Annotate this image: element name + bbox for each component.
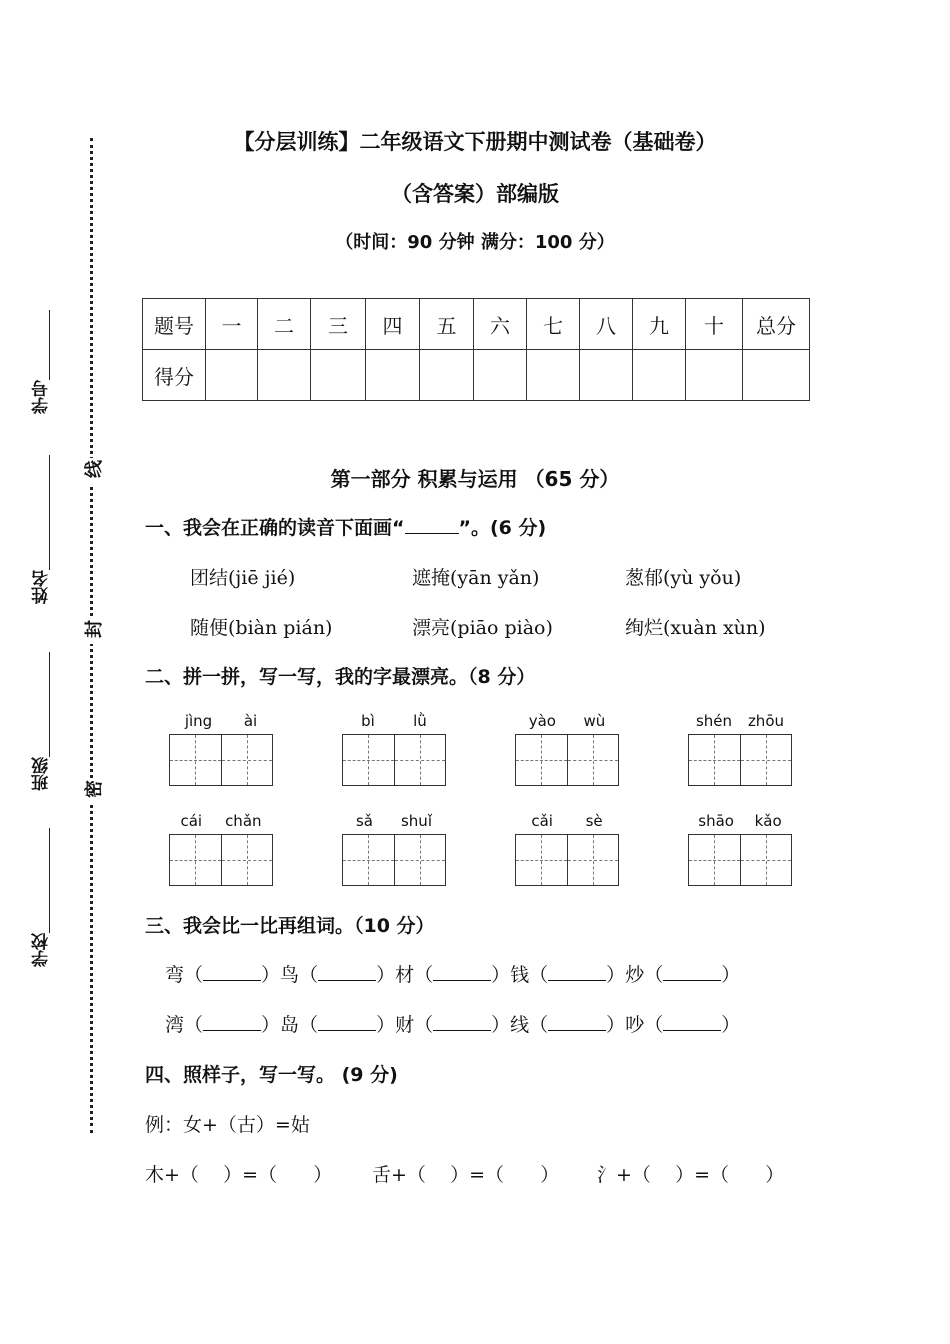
- class-field[interactable]: [29, 652, 54, 791]
- doc-subtitle: （含答案）部编版: [391, 182, 559, 206]
- pinyin-label: cǎi: [531, 812, 553, 830]
- score-header-cell: 三: [311, 299, 366, 350]
- score-input-cell[interactable]: [527, 350, 580, 401]
- pinyin-box-group[interactable]: [688, 812, 792, 886]
- writing-cell[interactable]: [516, 735, 567, 785]
- pinyin-label: bì: [361, 712, 375, 730]
- writing-cell[interactable]: [567, 835, 619, 885]
- pinyin-label: chǎn: [225, 812, 262, 830]
- pinyin-label: cái: [180, 812, 203, 830]
- score-input-cell[interactable]: [420, 350, 474, 401]
- score-input-cell[interactable]: [686, 350, 743, 401]
- writing-cell[interactable]: [567, 735, 619, 785]
- seal-char-xian: 线: [84, 458, 102, 484]
- q1-item[interactable]: 团结(jiē jié): [190, 567, 296, 589]
- q3-answer-blank[interactable]: [318, 1030, 376, 1031]
- score-header-cell: 题号: [143, 299, 206, 350]
- pinyin-label: sǎ: [355, 812, 373, 830]
- score-input-cell[interactable]: [633, 350, 686, 401]
- q3-answer-blank[interactable]: [203, 1030, 261, 1031]
- name-label: 姓名: [32, 570, 52, 604]
- q3-answer-blank[interactable]: [548, 1030, 606, 1031]
- doc-title: 【分层训练】二年级语文下册期中测试卷（基础卷）: [233, 130, 717, 154]
- q3-row-2: 湾（ ）岛（ ）财（ ）线（ ）吵（ ）: [165, 1014, 741, 1036]
- pinyin-label: zhōu: [747, 712, 785, 730]
- q3-char: 湾: [165, 1014, 185, 1036]
- q3-char: 吵: [625, 1014, 645, 1036]
- q3-char: 材: [395, 964, 415, 986]
- pinyin-label: ài: [243, 712, 258, 730]
- q4-title: 四、照样子，写一写。 (9 分): [145, 1064, 398, 1086]
- class-label: 班级: [32, 757, 52, 791]
- writing-cell[interactable]: [689, 835, 740, 885]
- score-input-cell[interactable]: [743, 350, 810, 401]
- q4-example: 例：女+（古）=姑: [145, 1114, 310, 1136]
- score-header-cell: 七: [527, 299, 580, 350]
- pinyin-label: lǜ: [413, 712, 427, 730]
- writing-cell[interactable]: [740, 735, 792, 785]
- doc-meta: （时间：90 分钟 满分：100 分）: [335, 232, 615, 253]
- pinyin-label: jìng: [184, 712, 213, 730]
- q3-answer-blank[interactable]: [663, 980, 721, 981]
- pinyin-box-group[interactable]: [515, 712, 619, 786]
- writing-cell[interactable]: [221, 835, 273, 885]
- q1-item[interactable]: 葱郁(yù yǒu): [625, 567, 742, 589]
- score-header-cell: 总分: [743, 299, 810, 350]
- score-row-label: 得分: [143, 350, 206, 401]
- writing-cell[interactable]: [343, 835, 394, 885]
- seal-char-mi: 密: [84, 778, 102, 804]
- q4-item[interactable]: 木+（ ）=（ ）: [145, 1164, 333, 1186]
- q3-char: 岛: [280, 1014, 300, 1036]
- q3-char: 财: [395, 1014, 415, 1036]
- q4-item[interactable]: 氵+（ ）=（ ）: [597, 1164, 785, 1186]
- pinyin-box-group[interactable]: [169, 712, 273, 786]
- score-table-score-row: [143, 350, 810, 401]
- writing-cell[interactable]: [394, 735, 446, 785]
- student-id-label: 学号: [32, 380, 52, 414]
- pinyin-label: shāo: [698, 812, 734, 830]
- writing-cell[interactable]: [170, 735, 221, 785]
- pinyin-label: wù: [583, 712, 606, 730]
- q3-answer-blank[interactable]: [318, 980, 376, 981]
- school-label: 学校: [32, 933, 52, 967]
- score-header-cell: 二: [258, 299, 311, 350]
- q3-answer-blank[interactable]: [203, 980, 261, 981]
- score-input-cell[interactable]: [206, 350, 258, 401]
- q3-char: 鸟: [280, 964, 300, 986]
- q3-char: 弯: [165, 964, 185, 986]
- score-input-cell[interactable]: [580, 350, 633, 401]
- school-field[interactable]: [29, 828, 54, 967]
- q1-item[interactable]: 随便(biàn pián): [190, 617, 333, 639]
- score-table: [142, 298, 810, 401]
- q1-title-post: ”。(6 分): [458, 517, 547, 539]
- score-header-cell: 四: [366, 299, 420, 350]
- q3-char: 线: [510, 1014, 530, 1036]
- q1-item[interactable]: 漂亮(piāo piào): [412, 617, 553, 639]
- q3-answer-blank[interactable]: [548, 980, 606, 981]
- student-id-field[interactable]: [29, 310, 54, 414]
- score-table-header-row: [143, 299, 810, 350]
- score-input-cell[interactable]: [311, 350, 366, 401]
- score-header-cell: 六: [474, 299, 527, 350]
- score-header-cell: 五: [420, 299, 474, 350]
- q3-answer-blank[interactable]: [663, 1030, 721, 1031]
- writing-cell[interactable]: [221, 735, 273, 785]
- seal-char-feng: 封: [84, 618, 102, 644]
- writing-cell[interactable]: [689, 735, 740, 785]
- score-header-cell: 八: [580, 299, 633, 350]
- part1-heading: 第一部分 积累与运用 （65 分）: [330, 467, 620, 491]
- score-input-cell[interactable]: [366, 350, 420, 401]
- q3-row-1: 弯（ ）鸟（ ）材（ ）钱（ ）炒（ ）: [165, 964, 741, 986]
- pinyin-label: yào: [528, 712, 556, 730]
- writing-cell[interactable]: [516, 835, 567, 885]
- score-header-cell: 一: [206, 299, 258, 350]
- score-input-cell[interactable]: [258, 350, 311, 401]
- score-header-cell: 十: [686, 299, 743, 350]
- q3-answer-blank[interactable]: [433, 980, 491, 981]
- q1-item[interactable]: 绚烂(xuàn xùn): [625, 617, 766, 639]
- pinyin-label: kǎo: [754, 812, 782, 830]
- pinyin-box-group[interactable]: [342, 712, 446, 786]
- q3-char: 钱: [510, 964, 530, 986]
- q3-title: 三、我会比一比再组词。（10 分）: [145, 915, 435, 937]
- writing-cell[interactable]: [740, 835, 792, 885]
- q1-title-pre: 一、我会在正确的读音下面画“: [145, 517, 405, 539]
- pinyin-box-group[interactable]: [342, 812, 446, 886]
- q4-item[interactable]: 舌+（ ）=（ ）: [372, 1164, 560, 1186]
- q1-item[interactable]: 遮掩(yān yǎn): [412, 567, 540, 589]
- writing-cell[interactable]: [343, 735, 394, 785]
- pinyin-label: shén: [695, 712, 733, 730]
- q1-title: [145, 513, 546, 540]
- q2-title: 二、拼一拼，写一写，我的字最漂亮。（8 分）: [145, 666, 536, 688]
- pinyin-label: sè: [585, 812, 603, 830]
- score-header-cell: 九: [633, 299, 686, 350]
- writing-cell[interactable]: [394, 835, 446, 885]
- q1-underline-sample: [405, 533, 459, 534]
- q3-answer-blank[interactable]: [433, 1030, 491, 1031]
- pinyin-box-group[interactable]: [688, 712, 792, 786]
- pinyin-box-group[interactable]: [515, 812, 619, 886]
- writing-cell[interactable]: [170, 835, 221, 885]
- q3-char: 炒: [625, 964, 645, 986]
- pinyin-label: shuǐ: [400, 812, 432, 830]
- pinyin-box-group[interactable]: [169, 812, 273, 886]
- score-input-cell[interactable]: [474, 350, 527, 401]
